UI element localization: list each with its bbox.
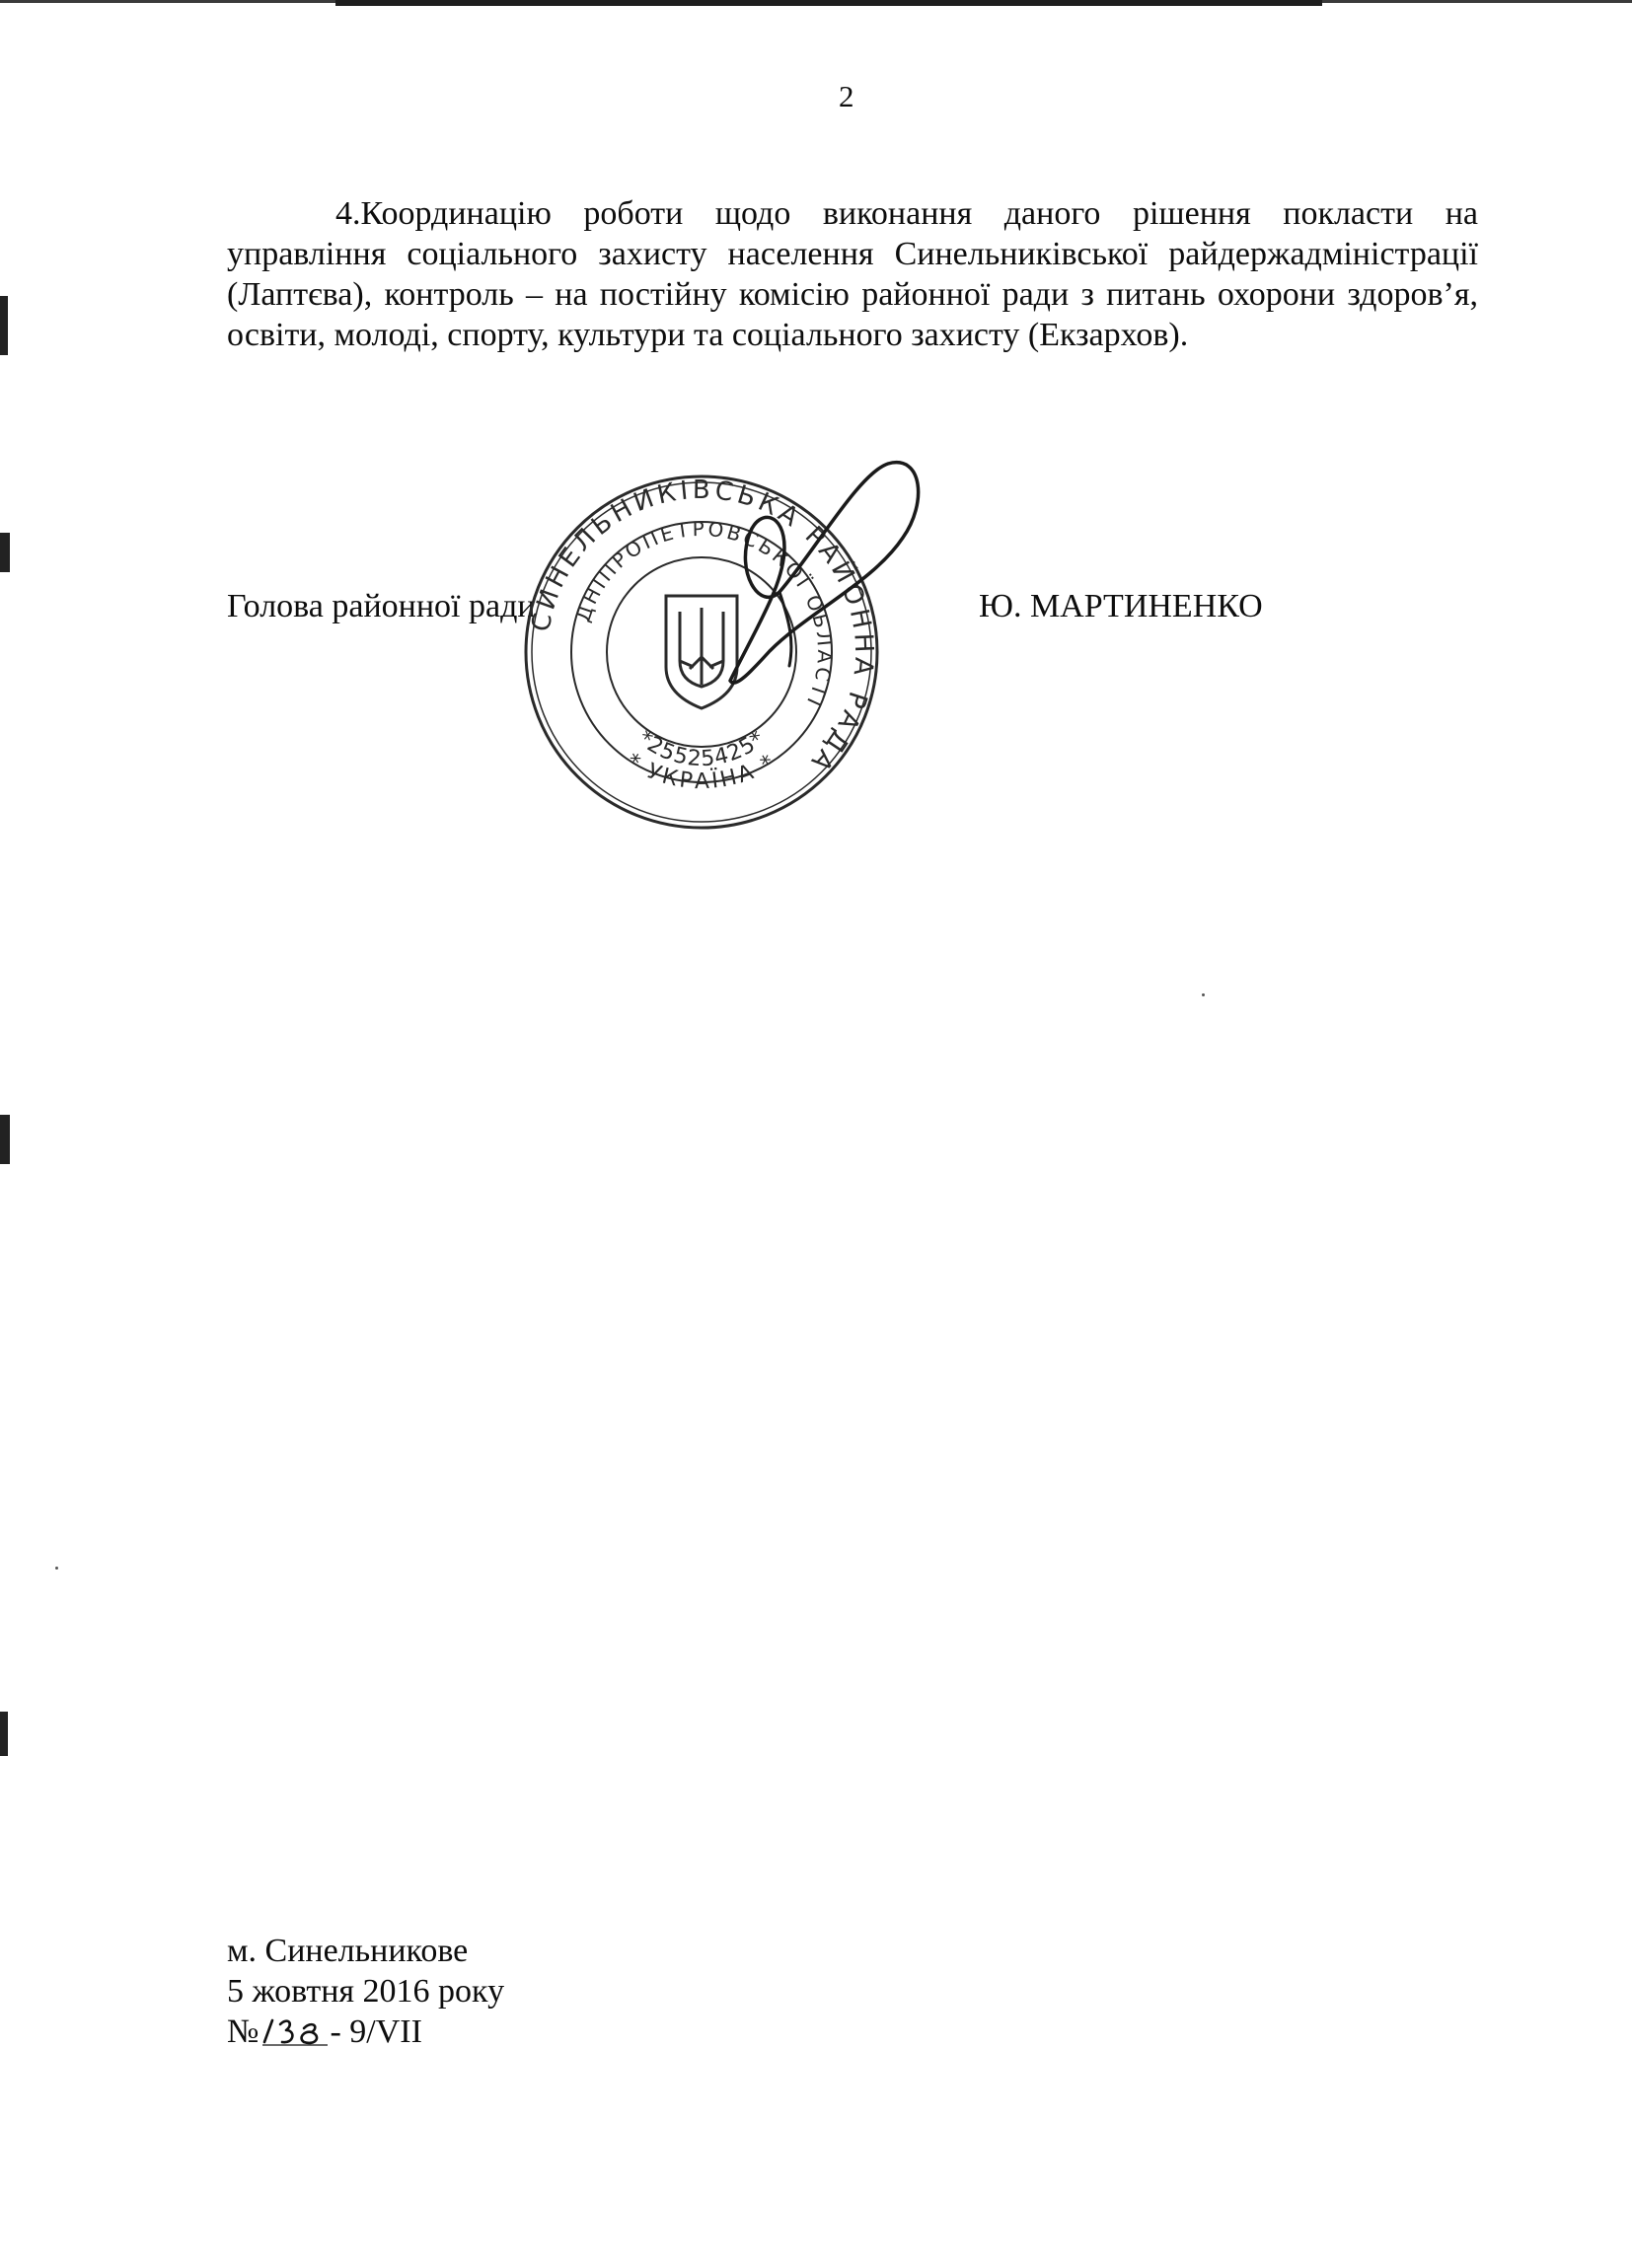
handwritten-signature: [691, 454, 927, 700]
document-footer: [227, 1931, 504, 2052]
signer-title: Голова районної ради: [227, 588, 536, 624]
scan-speck: [1202, 993, 1205, 996]
seal-inner-text: ДНІПРОПЕТРОВСЬКОЇ ОБЛАСТІ: [570, 516, 838, 713]
number-prefix: №: [227, 2013, 260, 2050]
scan-left-mark: [0, 1115, 10, 1164]
page-number: 2: [839, 79, 854, 113]
seal-outer-text: СИНЕЛЬНИКІВСЬКА РАЙОННА РАДА: [526, 475, 879, 779]
footer-number: [227, 2012, 504, 2052]
signer-name: Ю. МАРТИНЕНКО: [979, 588, 1263, 624]
scan-speck: [55, 1567, 58, 1570]
scan-left-mark: [0, 296, 8, 355]
seal-country-text: * УКРАЇНА *: [622, 749, 781, 795]
footer-date: 5 жовтня 2016 року: [227, 1973, 505, 2010]
scan-left-mark: [0, 533, 10, 572]
scan-left-mark: [0, 1712, 8, 1756]
footer-city: м. Синельникове: [227, 1933, 469, 1969]
seal-code-text: *25525425*: [632, 725, 771, 772]
handwritten-number: [260, 2014, 330, 2048]
number-suffix: - 9/VII: [330, 2013, 422, 2050]
body-paragraph: 4.Координацію роботи щодо виконання даного рішення покласти на управління соціального захисту населення Синельниківської райдержадміністрації (Лаптєва), контроль – на постійну комісію районної ради з питань охорони здоров’я, освіти, молоді, спорту, культури та соціального захисту (Екзархов).: [227, 195, 1478, 353]
scan-top-edge: [0, 0, 1632, 6]
